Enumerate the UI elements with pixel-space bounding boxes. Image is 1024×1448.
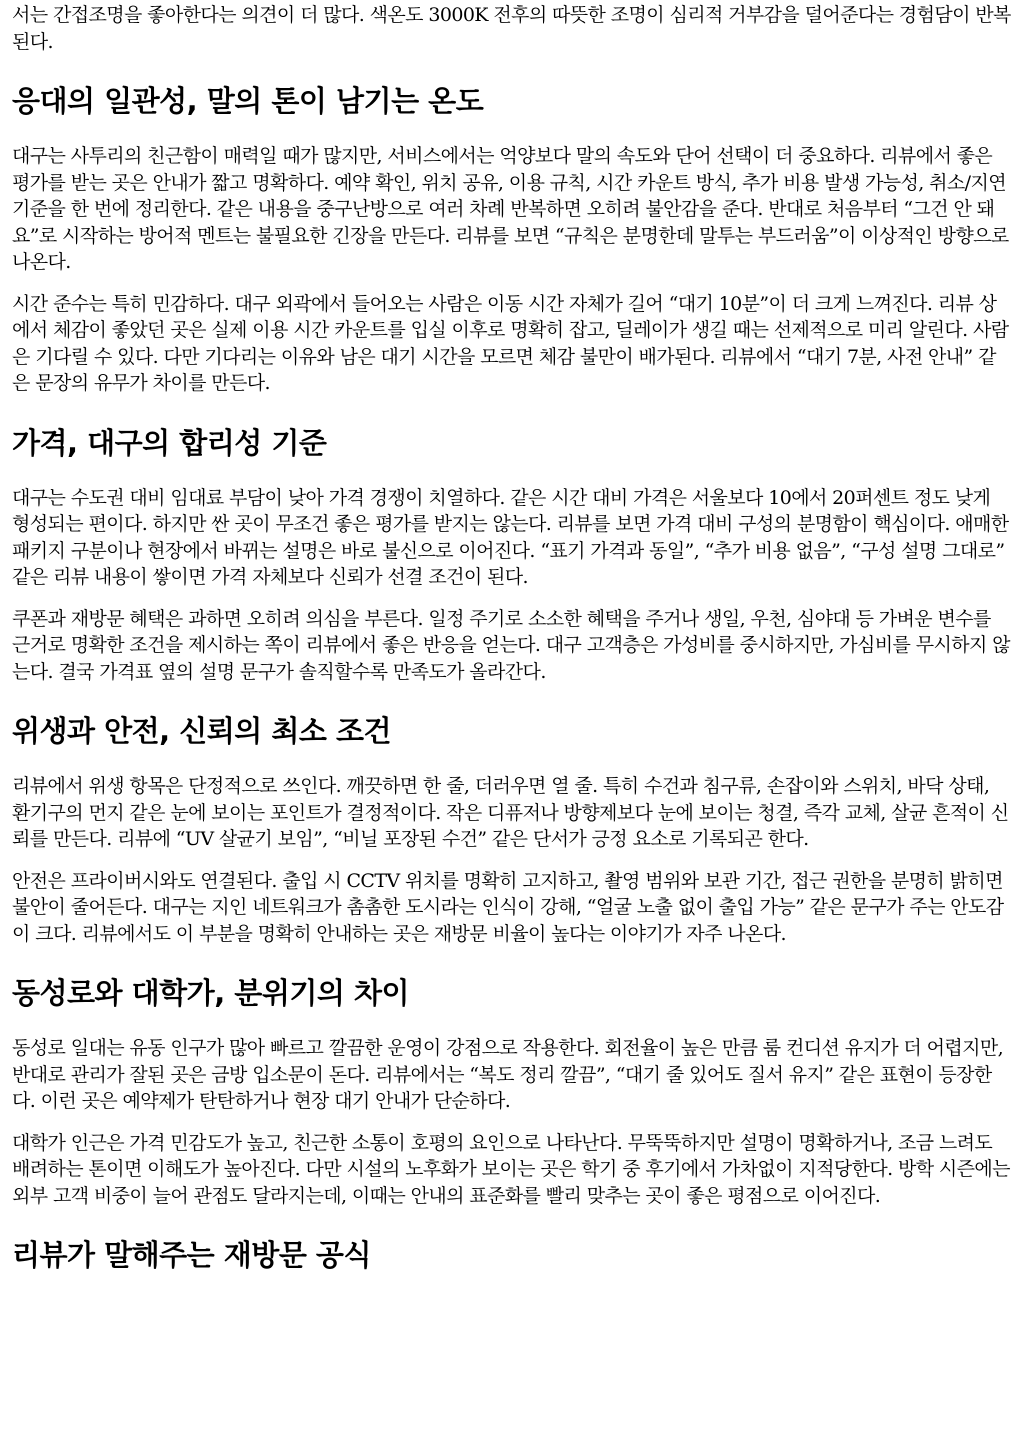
intro-paragraph: 서는 간접조명을 좋아한다는 의견이 더 많다. 색온도 3000K 전후의 따뜻한 조명이 심리적 거부감을 덜어준다는 경험담이 반복된다.	[12, 4, 1011, 53]
section-paragraph: 쿠폰과 재방문 혜택은 과하면 오히려 의심을 부른다. 일정 주기로 소소한 혜택을 주거나 생일, 우천, 심야대 등 가벼운 변수를 근거로 명확한 조건을 제시하는 쪽이 리뷰에서 좋은 반응을 얻는다. 대구 고객층은 가성비를 중시하지만, 가심비를 무시하지 않는다. 결국 가격표 옆의 설명 문구가 솔직할수록 만족도가 올라간다.	[12, 607, 1010, 683]
section-paragraph: 시간 준수는 특히 민감하다. 대구 외곽에서 들어오는 사람은 이동 시간 자체가 길어 “대기 10분”이 더 크게 느껴진다. 리뷰 상에서 체감이 좋았던 곳은 실제 이용 시간 카운트를 입실 이후로 명확히 잡고, 딜레이가 생길 때는 선제적으로 미리 알린다. 사람은 기다릴 수 있다. 다만 기다리는 이유와 남은 대기 시간을 모르면 체감 불만이 배가된다. 리뷰에서 “대기 7분, 사전 안내” 같은 문장의 유무가 차이를 만든다.	[12, 292, 1009, 394]
section-heading: 동성로와 대학가, 분위기의 차이	[12, 976, 409, 1010]
section-hygiene-safety	[12, 713, 1012, 947]
section-heading: 리뷰가 말해주는 재방문 공식	[12, 1238, 371, 1272]
section-heading: 가격, 대구의 합리성 기준	[12, 425, 327, 460]
section-price	[12, 425, 1012, 686]
section-paragraph: 안전은 프라이버시와도 연결된다. 출입 시 CCTV 위치를 명확히 고지하고, 촬영 범위와 보관 기간, 접근 권한을 분명히 밝히면 불안이 줄어든다. 대구는 지인 네트워크가 촘촘한 도시라는 인식이 강해, “얼굴 노출 없이 출입 가능” 같은 문구가 주는 안도감이 크다. 리뷰에서도 이 부분을 명확히 안내하는 곳은 재방문 비율이 높다는 이야기가 자주 나온다.	[12, 869, 1004, 945]
section-heading: 응대의 일관성, 말의 톤이 남기는 온도	[12, 84, 484, 118]
article-body	[12, 2, 1012, 1297]
section-service-tone	[12, 83, 1012, 397]
section-paragraph: 대구는 사투리의 친근함이 매력일 때가 많지만, 서비스에서는 억양보다 말의 속도와 단어 선택이 더 중요하다. 리뷰에서 좋은 평가를 받는 곳은 안내가 짧고 명확하다. 예약 확인, 위치 공유, 이용 규칙, 시간 카운트 방식, 추가 비용 발생 가능성, 취소/지연 기준을 한 번에 정리한다. 같은 내용을 중구난방으로 여러 차례 반복하면 오히려 불안감을 준다. 반대로 처음부터 “그건 안 돼요”로 시작하는 방어적 멘트는 불필요한 긴장을 만든다. 리뷰를 보면 “규칙은 분명한데 말투는 부드러움”이 이상적인 방향으로 나온다.	[12, 145, 1009, 273]
section-paragraph: 리뷰에서 위생 항목은 단정적으로 쓰인다. 깨끗하면 한 줄, 더러우면 열 줄. 특히 수건과 침구류, 손잡이와 스위치, 바닥 상태, 환기구의 먼지 같은 눈에 보이는 포인트가 결정적이다. 작은 디퓨저나 방향제보다 눈에 보이는 청결, 즉각 교체, 살균 흔적이 신뢰를 만든다. 리뷰에 “UV 살균기 보임”, “비닐 포장된 수건” 같은 단서가 긍정 요소로 기록되곤 한다.	[12, 775, 1009, 850]
section-paragraph: 대구는 수도권 대비 임대료 부담이 낮아 가격 경쟁이 치열하다. 같은 시간 대비 가격은 서울보다 10에서 20퍼센트 정도 낮게 형성되는 편이다. 하지만 싼 곳이 무조건 좋은 평가를 받지는 않는다. 리뷰를 보면 가격 대비 구성의 분명함이 핵심이다. 애매한 패키지 구분이나 현장에서 바뀌는 설명은 바로 불신으로 이어진다. “표기 가격과 동일”, “추가 비용 없음”, “구성 설명 그대로” 같은 리뷰 내용이 쌓이면 가격 자체보다 신뢰가 선결 조건이 된다.	[12, 486, 1009, 588]
section-paragraph: 대학가 인근은 가격 민감도가 높고, 친근한 소통이 호평의 요인으로 나타난다. 무뚝뚝하지만 설명이 명확하거나, 조금 느려도 배려하는 톤이면 이해도가 높아진다. 다만 시설의 노후화가 보이는 곳은 학기 중 후기에서 가차없이 지적당한다. 방학 시즌에는 외부 고객 비중이 늘어 관점도 달라지는데, 이때는 안내의 표준화를 빨리 맞추는 곳이 좋은 평점으로 이어진다.	[12, 1131, 1010, 1207]
section-districts	[12, 975, 1012, 1209]
section-paragraph: 동성로 일대는 유동 인구가 많아 빠르고 깔끔한 운영이 강점으로 작용한다. 회전율이 높은 만큼 룸 컨디션 유지가 더 어렵지만, 반대로 관리가 잘된 곳은 금방 입소문이 돈다. 리뷰에서는 “복도 정리 깔끔”, “대기 줄 있어도 질서 유지” 같은 표현이 등장한다. 이런 곳은 예약제가 탄탄하거나 현장 대기 안내가 단순하다.	[12, 1037, 1004, 1112]
section-revisit-formula	[12, 1237, 1012, 1273]
section-heading: 위생과 안전, 신뢰의 최소 조건	[12, 714, 392, 748]
